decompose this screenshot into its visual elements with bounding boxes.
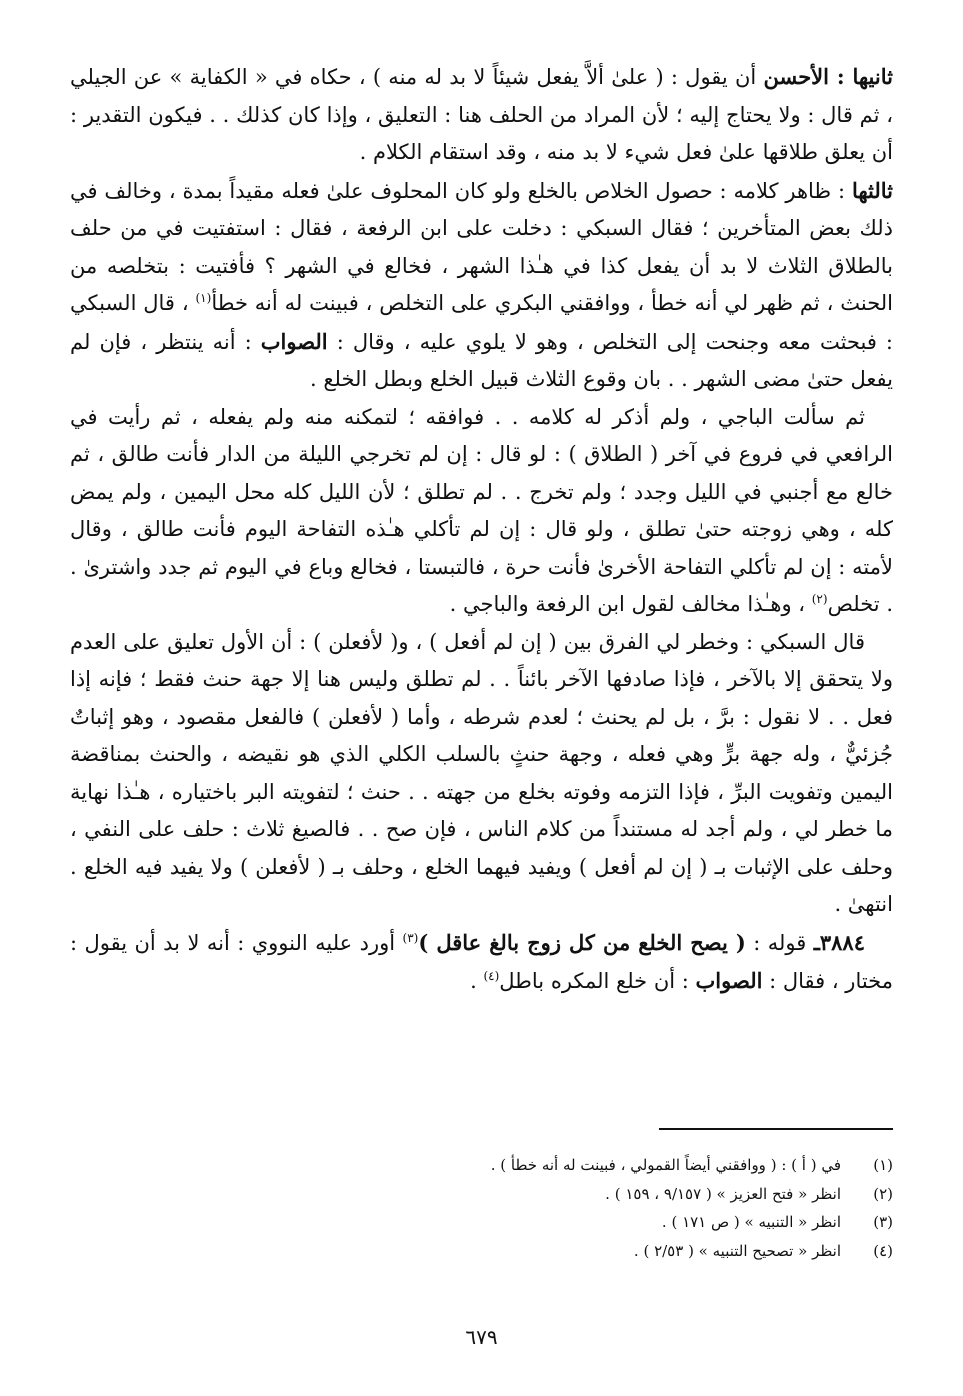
footnote-marker: (٢) — [811, 592, 828, 606]
bold-text: الصواب — [695, 968, 763, 993]
bold-text: ثانيها : — [829, 64, 893, 89]
page-number: ٦٧٩ — [465, 1325, 498, 1349]
footnote-text: انظر « فتح العزيز » ( ٩/١٥٧ ، ١٥٩ ) . — [605, 1184, 841, 1203]
text-run: : أنه ينتظر ، فإن لم يفعل حتىٰ مضى الشهر . . بان وقوع الثلاث قبيل الخلع وبطل الخلع . — [70, 329, 893, 391]
footnote-marker: (١) — [195, 291, 212, 305]
footnote-4 — [70, 1237, 893, 1266]
text-run: قوله : — [745, 930, 814, 955]
paragraph-subki — [70, 624, 893, 924]
footnote-3 — [70, 1208, 893, 1237]
bold-text: ثالثها — [851, 177, 893, 203]
footnote-number: (١) — [873, 1156, 893, 1174]
text-run: أن يقول : ( علىٰ ألاَّ يفعل شيئاً لا بد له منه ) ، حكاه في « الكفاية » عن الجيلي ، ثم قال : ولا يحتاج إليه ؛ لأن المراد من الحلف هنا : التعليق ، وإذا كان كذلك . . فيكون التقدير : أن يعلق طلاقها علىٰ فعل شيء لا بد منه ، وقد استقام الكلام . — [70, 65, 893, 164]
bold-text: الأحسن — [763, 64, 829, 89]
footnote-number: (٣) — [873, 1213, 893, 1231]
text-run: قال السبكي : وخطر لي الفرق بين ( إن لم أفعل ) ، و( لأفعلن ) : أن الأول تعليق على العدم ولا يتحقق إلا بالآخر ، فإذا صادفها الآخر بائناً . . لم تطلق وليس هنا إلا جهة حنث فقط ؛ فإنه إذا فعل . . لا نقول : برَّ ، بل لم يحنث ؛ لعدم شرطه ، وأما ( لأفعلن ) فالفعل مقصود ، وهو إثباتٌ جُزئيٌّ ، وله جهة برٍّ وهي فعله ، وجهة حنثٍ بالسلب الكلي الذي هو نقيضه ، والحنث بمناقضة اليمين وتفويت البرِّ ، فإذا التزمه وفوته بخلع من جهته . . حنث ؛ لتفويته البر باختياره ، هـٰذا نهاية ما خطر لي ، ولم أجد له مستنداً من كلام الناس ، فإن صح . . فالصيغ ثلاث : حلف على النفي ، وحلف على الإثبات بـ ( إن لم أفعل ) ويفيد فيهما الخلع ، وحلف بـ ( لأفعلن ) ولا يفيد فيه الخلع . انتهىٰ . — [70, 629, 893, 916]
footnote-1 — [70, 1151, 893, 1180]
text-run: ، وهـٰذا مخالف لقول ابن الرفعة والباجي . — [449, 592, 812, 616]
bold-text: الصواب — [260, 328, 328, 354]
text-run: ، قال السبكي : فبحثت معه وجنحت إلى التخلص ، وهو لا يلوي عليه ، وقال : — [70, 291, 893, 354]
bold-text: ٣٨٨٤ـ — [813, 929, 865, 955]
paragraph-3884 — [70, 924, 893, 1001]
text-run: : ظاهر كلامه : حصول الخلاص بالخلع ولو كان المحلوف علىٰ فعله مقيداً بمدة ، وخالف في ذلك بعض المتأخرين ؛ فقال السبكي : دخلت على ابن الرفعة ، فقال : استفتيت في من حلف بالطلاق الثلاث لا بد أن يفعل كذا في هـٰذا الشهر ، فخالع في الشهر ؟ فأفتيت : بتخلصه من الحنث ، ثم ظهر لي أنه خطأ ، ووافقني البكري على التخلص ، فبينت له أنه خطأ — [70, 178, 893, 315]
text-run: : أن خلع المكره باطل — [499, 969, 696, 993]
footnotes — [70, 1151, 893, 1265]
footnote-marker: (٣) — [402, 930, 419, 945]
footnote-text: انظر « تصحيح التنبيه » ( ٢/٥٣ ) . — [633, 1241, 841, 1260]
footnote-number: (٤) — [873, 1241, 893, 1260]
bold-text: ( يصح الخلع من كل زوج بالغ عاقل ) — [418, 929, 746, 955]
paragraph-baji — [70, 399, 893, 624]
footnote-separator — [659, 1128, 893, 1130]
footnote-2 — [70, 1180, 893, 1209]
footnote-text: في ( أ ) : ( ووافقني أيضاً القمولي ، فبينت له أنه خطأ ) . — [490, 1156, 841, 1174]
footnote-number: (٢) — [873, 1184, 893, 1203]
text-run: . — [470, 969, 484, 993]
paragraph-thaniha — [70, 58, 893, 172]
footnote-text: انظر « التنبيه » ( ص ١٧١ ) . — [661, 1213, 841, 1231]
text-run: ثم سألت الباجي ، ولم أذكر له كلامه . . فوافقه ؛ لتمكنه منه ولم يفعله ، ثم رأيت في الرافعي في فروع في آخر ( الطلاق ) : لو قال : إن لم تخرجي الليلة من الدار فأنت طالق ، ثم خالع مع أجنبي في الليل وجدد ؛ ولم تخرج . . لم تطلق ؛ لأن الليل كله محل اليمين ، ولم يمض كله ، وهي زوجته حتىٰ تطلق ، ولو قال : إن لم تأكلي هـٰذه التفاحة اليوم فأنت طالق ، وقال لأمته : إن لم تأكلي التفاحة الأخرىٰ فأنت حرة ، فالتبستا ، فخالع وباع في اليوم ثم جدد واشترىٰ . . تخلص — [70, 404, 893, 616]
main-text — [70, 58, 893, 1001]
text-run: أورد عليه النووي : أنه لا بد أن يقول : مختار ، فقال : — [70, 930, 893, 993]
paragraph-thalithuha — [70, 172, 893, 399]
footnote-marker: (٤) — [483, 969, 500, 983]
